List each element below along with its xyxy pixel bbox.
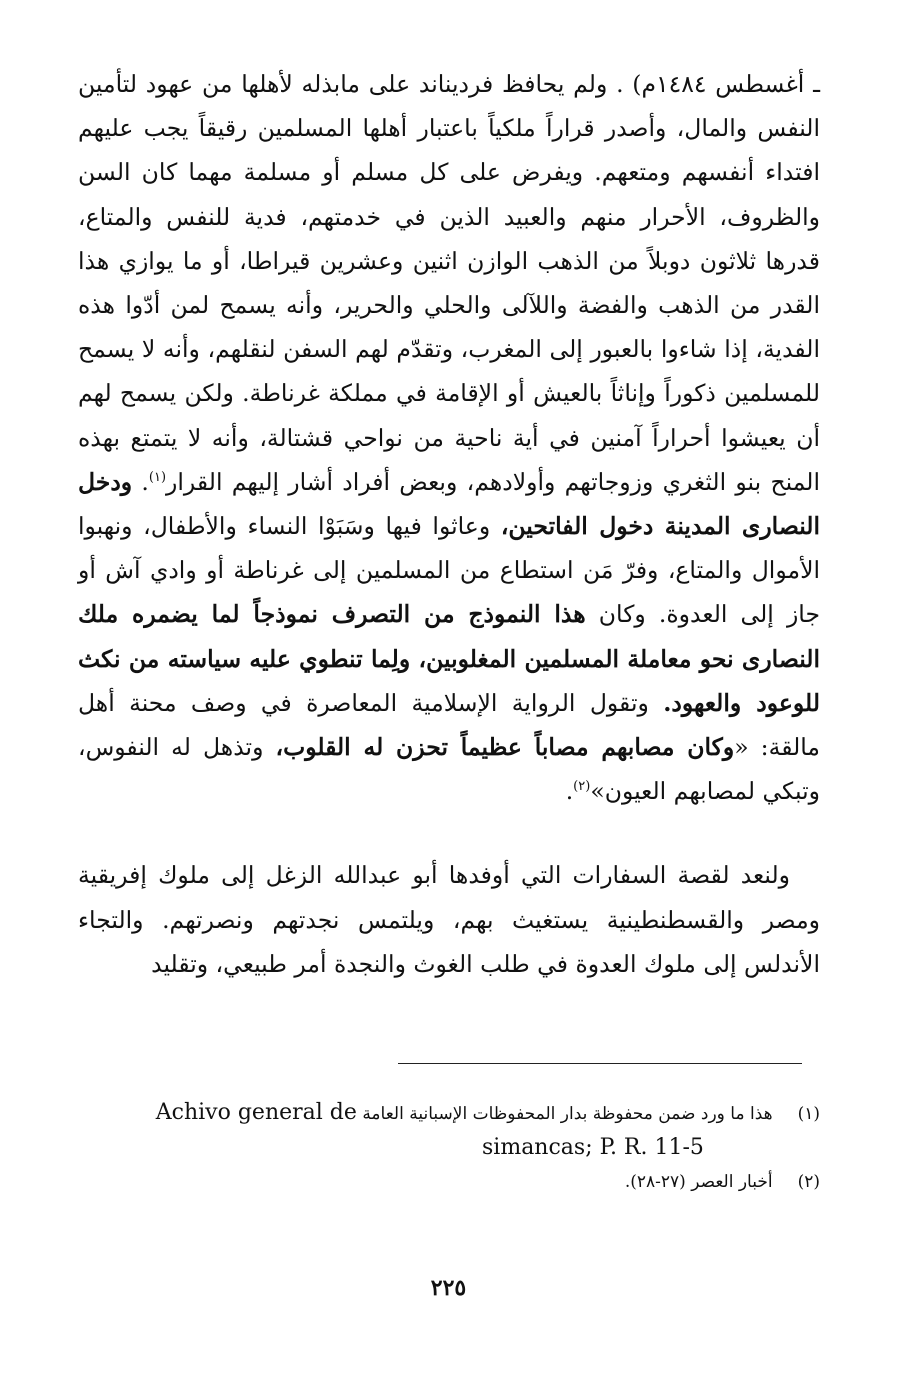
footnote-1 [80, 1096, 820, 1131]
paragraph-2: ولنعد لقصة السفارات التي أوفدها أبو عبدالله الزغل إلى ملوك إفريقية ومصر والقسطنطينية يستغيث بهم، ويلتمس نجدتهم ونصرتهم. والتجاء الأندلس إلى ملوك العدوة في طلب الغوث والنجدة أمر طبيعي، وتقليد [78, 861, 820, 978]
footnote-1-number: (١) [797, 1104, 820, 1124]
footnote-2-text: أخبار العصر (٢٧-٢٨). [624, 1172, 773, 1192]
footnote-2 [80, 1165, 820, 1199]
paragraph-1-quote-intro: وتقول الرواية الإسلامية المعاصرة في وصف محنة أهل مالقة: « [78, 688, 820, 762]
main-text [78, 62, 820, 986]
footnote-ref-1[interactable]: (١) [148, 470, 167, 485]
paragraph-1-sep: . [132, 467, 149, 496]
paragraph-1-end: . [565, 777, 574, 806]
footnote-2-number: (٢) [797, 1172, 820, 1192]
paragraph-1-quote-end: وتذهل له النفوس، وتبكي لمصابهم العيون» [78, 733, 820, 806]
footnote-divider [398, 1063, 802, 1064]
page-body [78, 62, 820, 986]
bold-phrase-conquerors: ودخل النصارى المدينة دخول الفاتحين، [78, 467, 820, 541]
footnote-1-latin: Achivo general de [155, 1100, 357, 1125]
paragraph-1-intro: ـ أغسطس ١٤٨٤م) . ولم يحافظ فرديناند على مابذله لأهلها من عهود لتأمين النفس والمال، وأصدر قراراً ملكياً باعتبار أهلها المسلمين رقيقاً يجب عليهم افتداء أنفسهم ومتعهم. ويفرض على كل مسلم أو مسلمة مهما كان السن والظروف، الأحرار منهم والعبيد الذين في خدمتهم، فدية للنفس والمتاع، قدرها ثلاثون دوبلاً من الذهب الوازن اثنين وعشرين قيراطا، أو ما يوازي هذا القدر من الذهب والفضة واللآلى والحلي والحرير، وأنه يسمح لمن أدّوا هذه الفدية، إذا شاءوا بالعبور إلى المغرب، وتقدّم لهم السفن لنقلهم، وأنه لا يسمح للمسلمين ذكوراً وإناثاً بالعيش أو الإقامة في مملكة غرناطة. ولكن يسمح لهم أن يعيشوا أحراراً آمنين في أية ناحية من نواحي قشتالة، وأنه لا يتمتع بهذه المنح بنو الثغري وزوجاتهم وأولادهم، وبعض أفراد أشار إليهم القرار [78, 70, 820, 496]
footnote-ref-2[interactable]: (٢) [573, 779, 591, 795]
footnote-1-arabic: هذا ما ورد ضمن محفوظة بدار المحفوظات الإسبانية العامة [362, 1104, 773, 1124]
footnotes [80, 1096, 820, 1199]
paragraph-1-middle: وعاثوا فيها وسَبَوْا النساء والأطفال، ونهبوا الأموال والمتاع، وفرّ مَن استطاع من المسلمين إلى غرناطة أو وادي آش أو جاز إلى العدوة. وكان [78, 512, 820, 629]
paragraph-1 [78, 62, 820, 813]
page-number: ٢٢٥ [430, 1275, 467, 1301]
footnote-1-continuation: simancas; P. R. 11-5 [482, 1135, 704, 1160]
bold-phrase-quote: وكان مصابهم مصاباً عظيماً تحزن له القلوب، [275, 733, 735, 762]
bold-phrase-model: هذا النموذج من التصرف نموذجاً لما يضمره ملك النصارى نحو معاملة المسلمين المغلوبين، ولِما تنطوي عليه سياسته من نكث للوعود والعهود. [78, 600, 820, 717]
